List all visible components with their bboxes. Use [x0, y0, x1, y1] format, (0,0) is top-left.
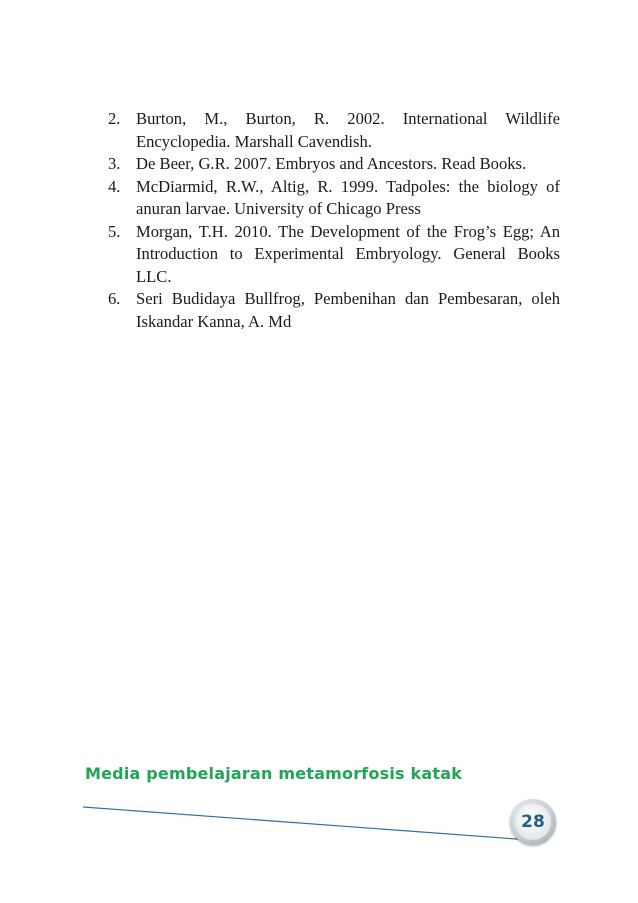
- reference-number: 4.: [108, 176, 121, 196]
- footer-title: Media pembelajaran metamorfosis katak: [85, 764, 463, 783]
- reference-number: 2.: [108, 109, 121, 128]
- reference-text: Morgan, T.H. 2010. The Development of the Frog’s Egg; An Introduction to Experimental Embryology. General Books LLC.: [136, 221, 560, 286]
- reference-text: Burton, M., Burton, R. 2002. International Wildlife Encyclopedia. Marshall Cavendish.: [136, 109, 560, 151]
- reference-text: De Beer, G.R. 2007. Embryos and Ancestors. Read Books.: [136, 154, 527, 173]
- page-number: 28: [521, 812, 545, 832]
- page-number-badge: [510, 799, 556, 845]
- reference-number: 3.: [108, 154, 121, 173]
- reference-text: McDiarmid, R.W., Altig, R. 1999. Tadpoles: the biology of anuran larvae. University of Chicago Press: [136, 176, 560, 218]
- reference-text: Seri Budidaya Bullfrog, Pembenihan dan Pembesaran, oleh Iskandar Kanna, A. Md: [136, 289, 560, 331]
- page-number-badge-inner: [515, 804, 551, 840]
- reference-number: 5.: [108, 221, 121, 241]
- reference-number: 6.: [108, 289, 121, 308]
